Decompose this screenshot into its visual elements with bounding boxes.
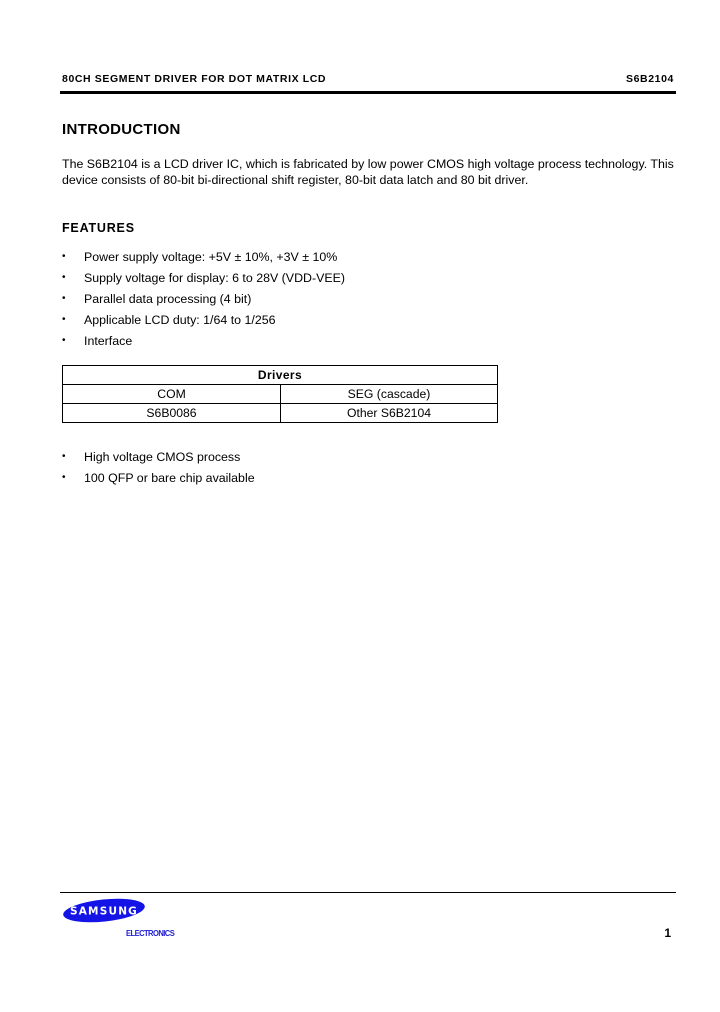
introduction-heading: INTRODUCTION — [62, 121, 181, 138]
features-heading: FEATURES — [62, 221, 135, 235]
features-list-continued — [62, 449, 255, 491]
table-title-row — [63, 366, 498, 385]
column-header-com: COM — [63, 385, 281, 404]
footer-divider — [60, 892, 676, 893]
bullet-icon: • — [62, 335, 66, 346]
feature-item: • Parallel data processing (4 bit) — [62, 292, 252, 306]
header-divider — [60, 91, 676, 94]
feature-item: • 100 QFP or bare chip available — [62, 471, 255, 485]
logo-subtext: ELECTRONICS — [126, 929, 175, 938]
feature-item: • Interface — [62, 334, 133, 348]
bullet-icon: • — [62, 251, 66, 262]
introduction-paragraph: The S6B2104 is a LCD driver IC, which is fabricated by low power CMOS high voltage process technology. This device consists of 80-bit bi-directional shift register, 80-bit data latch and 80 bit driver. — [62, 157, 674, 187]
feature-item: • Applicable LCD duty: 1/64 to 1/256 — [62, 313, 276, 327]
feature-item: • High voltage CMOS process — [62, 450, 241, 464]
table-title: Drivers — [63, 366, 498, 385]
bullet-icon: • — [62, 472, 66, 483]
svg-text:SAMSUNG: SAMSUNG — [69, 905, 139, 918]
feature-item: • Power supply voltage: +5V ± 10%, +3V ± 10% — [62, 250, 338, 264]
bullet-icon: • — [62, 293, 66, 304]
bullet-icon: • — [62, 272, 66, 283]
samsung-logo-icon — [62, 897, 146, 924]
drivers-table — [62, 365, 498, 423]
table-row — [63, 404, 498, 423]
features-list — [62, 249, 345, 354]
bullet-icon: • — [62, 314, 66, 325]
table-header-row — [63, 385, 498, 404]
bullet-icon: • — [62, 451, 66, 462]
table-cell: Other S6B2104 — [281, 404, 498, 423]
document-header-title: 80CH SEGMENT DRIVER FOR DOT MATRIX LCD — [62, 73, 327, 85]
column-header-seg: SEG (cascade) — [281, 385, 498, 404]
feature-item: • Supply voltage for display: 6 to 28V (VDD-VEE) — [62, 271, 346, 285]
table-cell: S6B0086 — [63, 404, 281, 423]
document-part-number: S6B2104 — [626, 73, 674, 85]
page-number: 1 — [664, 926, 671, 940]
